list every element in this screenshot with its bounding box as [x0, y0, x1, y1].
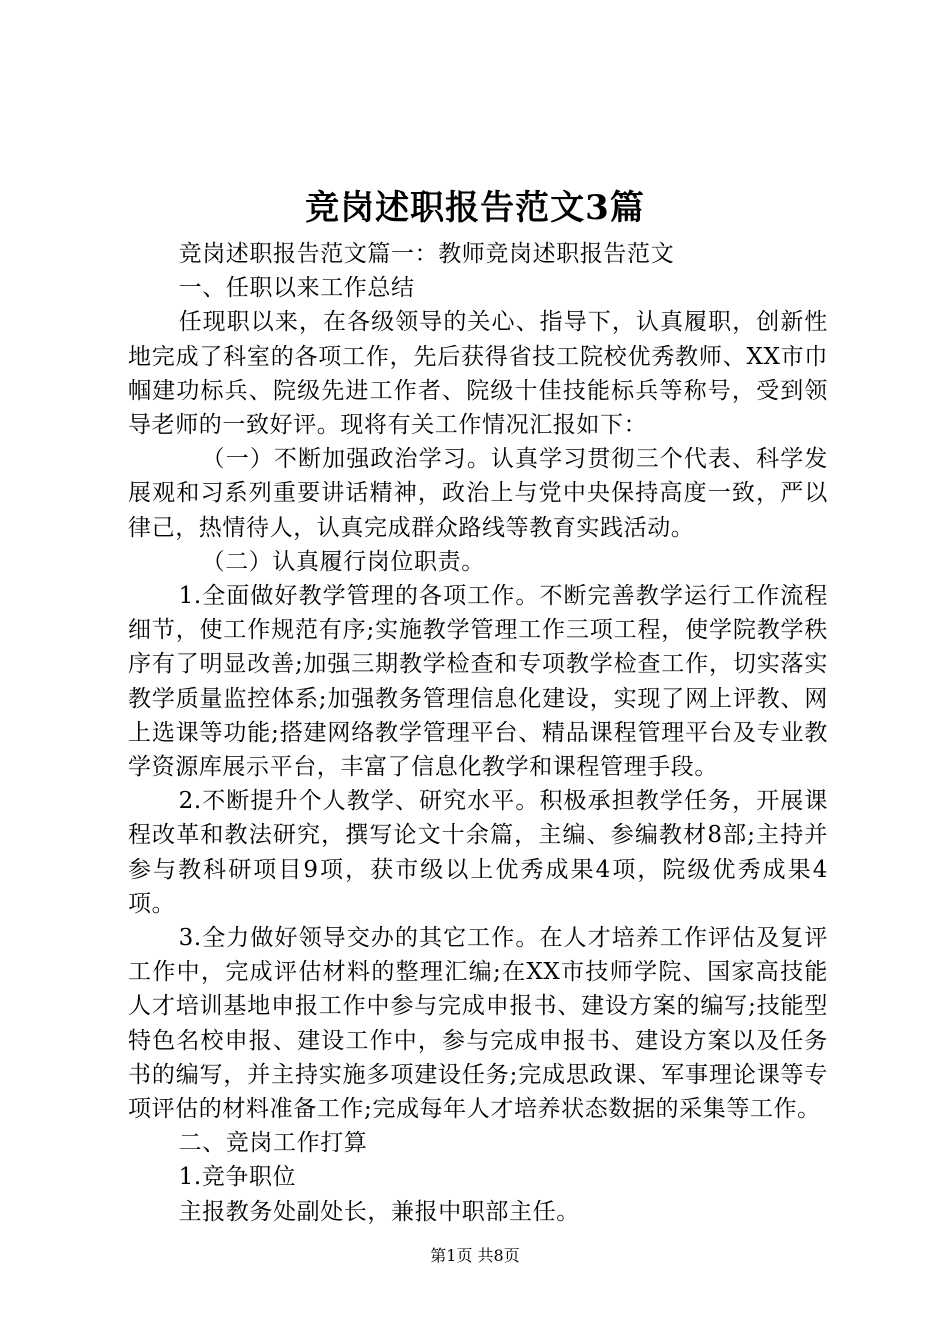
paragraph-intro: 任现职以来，在各级领导的关心、指导下，认真履职，创新性地完成了科室的各项工作，先后获得省技工院校优秀教师、XX市巾帼建功标兵、院级先进工作者、院级十佳技能标兵等称号，受到领导老师的一致好评。现将有关工作情况汇报如下： [128, 309, 828, 439]
paragraph-political-study: （一）不断加强政治学习。认真学习贯彻三个代表、科学发展观和习系列重要讲话精神，政治上与党中央保持高度一致，严以律己，热情待人，认真完成群众路线等教育实践活动。 [128, 446, 828, 541]
document-title: 竞岗述职报告范文3篇 [305, 188, 645, 228]
paragraph-item-1: 1.全面做好教学管理的各项工作。不断完善教学运行工作流程细节，使工作规范有序;实施教学管理工作三项工程，使学院教学秩序有了明显改善;加强三期教学检查和专项教学检查工作，切实落实教学质量监控体系;加强教务管理信息化建设，实现了网上评教、网上选课等功能;搭建网络教学管理平台、精品课程管理平台及专业教学资源库展示平台，丰富了信息化教学和课程管理手段。 [128, 583, 828, 781]
page-footer: 第1页 共8页 [430, 1246, 520, 1265]
paragraph-item-3: 3.全力做好领导交办的其它工作。在人才培养工作评估及复评工作中，完成评估材料的整理汇编;在XX市技师学院、国家高技能人才培训基地申报工作中参与完成申报书、建设方案的编写;技能型特色名校申报、建设工作中，参与完成申报书、建设方案以及任务书的编写，并主持实施多项建设任务;完成思政课、军事理论课等专项评估的材料准备工作;完成每年人才培养状态数据的采集等工作。 [128, 925, 828, 1123]
paragraph-section-heading: 竞岗述职报告范文篇一：教师竞岗述职报告范文 [178, 241, 675, 267]
document-body [128, 237, 828, 1229]
paragraph-item-2: 2.不断提升个人教学、研究水平。积极承担教学任务，开展课程改革和教法研究，撰写论文十余篇，主编、参编教材8部;主持并参与教科研项目9项，获市级以上优秀成果4项，院级优秀成果4项。 [128, 788, 828, 917]
paragraph-position-detail: 主报教务处副处长，兼报中职部主任。 [178, 1198, 580, 1225]
paragraph-position-heading: 1.竞争职位 [178, 1164, 297, 1191]
paragraph-heading-1: 一、任职以来工作总结 [178, 275, 415, 302]
paragraph-duties-heading: （二）认真履行岗位职责。 [201, 548, 485, 575]
paragraph-heading-2: 二、竞岗工作打算 [178, 1130, 368, 1157]
